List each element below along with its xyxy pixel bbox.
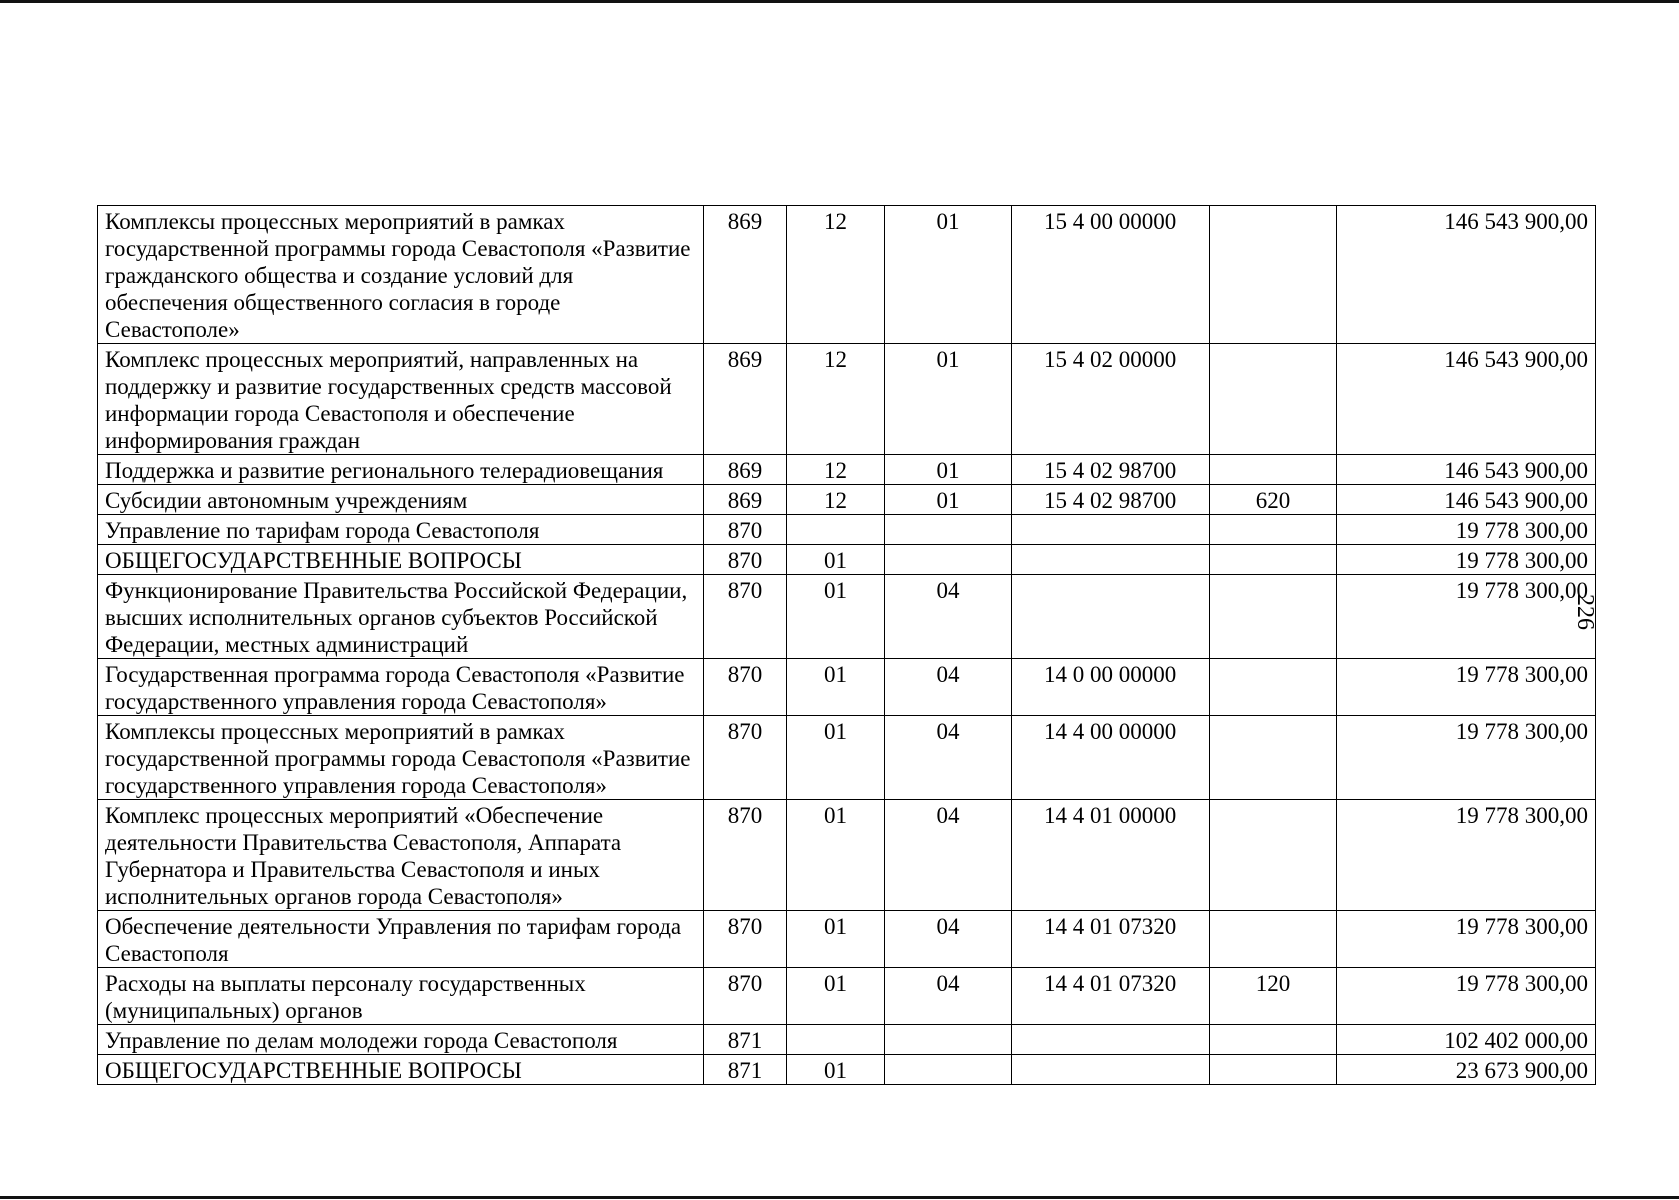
cell-name: Комплекс процессных мероприятий, направленных на поддержку и развитие государственных средств массовой информации города Севастополя и обеспечение информирования граждан xyxy=(98,344,704,455)
cell-name: Комплексы процессных мероприятий в рамках государственной программы города Севастополя «Развитие государственного управления города Севастополя» xyxy=(98,716,704,800)
cell-expense-type xyxy=(1210,575,1337,659)
cell-expense-type xyxy=(1210,1025,1337,1055)
cell-target-article: 14 4 01 00000 xyxy=(1012,800,1210,911)
cell-subsection-code: 01 xyxy=(885,206,1012,344)
cell-ved-code: 870 xyxy=(704,515,787,545)
cell-amount: 19 778 300,00 xyxy=(1337,659,1596,716)
cell-target-article xyxy=(1012,1055,1210,1085)
cell-subsection-code: 04 xyxy=(885,800,1012,911)
cell-section-code: 12 xyxy=(787,485,885,515)
cell-ved-code: 869 xyxy=(704,206,787,344)
scan-bottom-edge xyxy=(0,1196,1679,1199)
cell-subsection-code xyxy=(885,545,1012,575)
budget-table xyxy=(97,205,1596,1085)
table-row xyxy=(98,800,1596,911)
cell-subsection-code: 04 xyxy=(885,911,1012,968)
cell-ved-code: 870 xyxy=(704,575,787,659)
cell-amount: 19 778 300,00 xyxy=(1337,968,1596,1025)
table-row xyxy=(98,659,1596,716)
cell-subsection-code: 01 xyxy=(885,485,1012,515)
cell-section-code: 01 xyxy=(787,545,885,575)
cell-amount: 19 778 300,00 xyxy=(1337,545,1596,575)
cell-target-article xyxy=(1012,1025,1210,1055)
cell-target-article xyxy=(1012,515,1210,545)
cell-target-article: 15 4 02 00000 xyxy=(1012,344,1210,455)
cell-amount: 102 402 000,00 xyxy=(1337,1025,1596,1055)
cell-section-code: 01 xyxy=(787,911,885,968)
cell-target-article: 15 4 02 98700 xyxy=(1012,455,1210,485)
cell-subsection-code: 04 xyxy=(885,575,1012,659)
cell-section-code xyxy=(787,515,885,545)
cell-subsection-code: 04 xyxy=(885,716,1012,800)
cell-section-code: 01 xyxy=(787,659,885,716)
table-row xyxy=(98,716,1596,800)
cell-subsection-code xyxy=(885,1025,1012,1055)
cell-expense-type: 620 xyxy=(1210,485,1337,515)
table-row xyxy=(98,968,1596,1025)
table-row xyxy=(98,455,1596,485)
cell-subsection-code: 01 xyxy=(885,455,1012,485)
cell-section-code xyxy=(787,1025,885,1055)
cell-target-article xyxy=(1012,545,1210,575)
cell-expense-type xyxy=(1210,911,1337,968)
cell-amount: 19 778 300,00 xyxy=(1337,515,1596,545)
table-row xyxy=(98,1025,1596,1055)
cell-ved-code: 871 xyxy=(704,1025,787,1055)
cell-ved-code: 870 xyxy=(704,545,787,575)
table-row xyxy=(98,911,1596,968)
cell-ved-code: 869 xyxy=(704,455,787,485)
cell-section-code: 01 xyxy=(787,1055,885,1085)
cell-ved-code: 870 xyxy=(704,659,787,716)
cell-expense-type xyxy=(1210,545,1337,575)
cell-section-code: 12 xyxy=(787,206,885,344)
cell-ved-code: 870 xyxy=(704,911,787,968)
cell-name: Комплекс процессных мероприятий «Обеспечение деятельности Правительства Севастополя, Аппарата Губернатора и Правительства Севастополя и иных исполнительных органов города Севастополя» xyxy=(98,800,704,911)
cell-amount: 146 543 900,00 xyxy=(1337,485,1596,515)
cell-section-code: 01 xyxy=(787,800,885,911)
cell-name: Расходы на выплаты персоналу государственных (муниципальных) органов xyxy=(98,968,704,1025)
table-row xyxy=(98,485,1596,515)
cell-section-code: 01 xyxy=(787,575,885,659)
cell-name: ОБЩЕГОСУДАРСТВЕННЫЕ ВОПРОСЫ xyxy=(98,545,704,575)
cell-target-article: 14 4 01 07320 xyxy=(1012,911,1210,968)
cell-target-article: 14 4 01 07320 xyxy=(1012,968,1210,1025)
cell-section-code: 01 xyxy=(787,716,885,800)
cell-expense-type: 120 xyxy=(1210,968,1337,1025)
cell-amount: 19 778 300,00 xyxy=(1337,575,1596,659)
cell-amount: 23 673 900,00 xyxy=(1337,1055,1596,1085)
table-row xyxy=(98,206,1596,344)
cell-expense-type xyxy=(1210,515,1337,545)
cell-subsection-code: 04 xyxy=(885,659,1012,716)
cell-expense-type xyxy=(1210,206,1337,344)
cell-section-code: 12 xyxy=(787,455,885,485)
cell-name: Обеспечение деятельности Управления по тарифам города Севастополя xyxy=(98,911,704,968)
cell-amount: 19 778 300,00 xyxy=(1337,800,1596,911)
cell-name: Управление по тарифам города Севастополя xyxy=(98,515,704,545)
page-number: 226 xyxy=(1572,594,1598,630)
cell-amount: 146 543 900,00 xyxy=(1337,455,1596,485)
cell-expense-type xyxy=(1210,800,1337,911)
cell-name: Поддержка и развитие регионального телерадиовещания xyxy=(98,455,704,485)
cell-subsection-code: 01 xyxy=(885,344,1012,455)
cell-target-article: 14 4 00 00000 xyxy=(1012,716,1210,800)
scan-top-edge xyxy=(0,0,1679,3)
table-row xyxy=(98,545,1596,575)
cell-ved-code: 869 xyxy=(704,485,787,515)
cell-name: ОБЩЕГОСУДАРСТВЕННЫЕ ВОПРОСЫ xyxy=(98,1055,704,1085)
cell-expense-type xyxy=(1210,659,1337,716)
table-row xyxy=(98,1055,1596,1085)
cell-target-article: 15 4 00 00000 xyxy=(1012,206,1210,344)
table-body xyxy=(98,206,1596,1085)
cell-ved-code: 869 xyxy=(704,344,787,455)
cell-ved-code: 871 xyxy=(704,1055,787,1085)
cell-subsection-code xyxy=(885,515,1012,545)
cell-ved-code: 870 xyxy=(704,716,787,800)
table-row xyxy=(98,575,1596,659)
cell-target-article: 14 0 00 00000 xyxy=(1012,659,1210,716)
cell-amount: 146 543 900,00 xyxy=(1337,206,1596,344)
cell-expense-type xyxy=(1210,1055,1337,1085)
cell-amount: 19 778 300,00 xyxy=(1337,911,1596,968)
cell-expense-type xyxy=(1210,344,1337,455)
cell-ved-code: 870 xyxy=(704,800,787,911)
cell-subsection-code xyxy=(885,1055,1012,1085)
cell-name: Управление по делам молодежи города Севастополя xyxy=(98,1025,704,1055)
table-row xyxy=(98,515,1596,545)
cell-target-article xyxy=(1012,575,1210,659)
cell-amount: 19 778 300,00 xyxy=(1337,716,1596,800)
cell-ved-code: 870 xyxy=(704,968,787,1025)
cell-subsection-code: 04 xyxy=(885,968,1012,1025)
cell-name: Субсидии автономным учреждениям xyxy=(98,485,704,515)
table-row xyxy=(98,344,1596,455)
cell-name: Государственная программа города Севастополя «Развитие государственного управления города Севастополя» xyxy=(98,659,704,716)
cell-name: Функционирование Правительства Российской Федерации, высших исполнительных органов субъектов Российской Федерации, местных администраций xyxy=(98,575,704,659)
cell-section-code: 01 xyxy=(787,968,885,1025)
cell-name: Комплексы процессных мероприятий в рамках государственной программы города Севастополя «Развитие гражданского общества и создание условий для обеспечения общественного согласия в городе Севастополе» xyxy=(98,206,704,344)
cell-expense-type xyxy=(1210,716,1337,800)
cell-target-article: 15 4 02 98700 xyxy=(1012,485,1210,515)
cell-expense-type xyxy=(1210,455,1337,485)
cell-section-code: 12 xyxy=(787,344,885,455)
cell-amount: 146 543 900,00 xyxy=(1337,344,1596,455)
